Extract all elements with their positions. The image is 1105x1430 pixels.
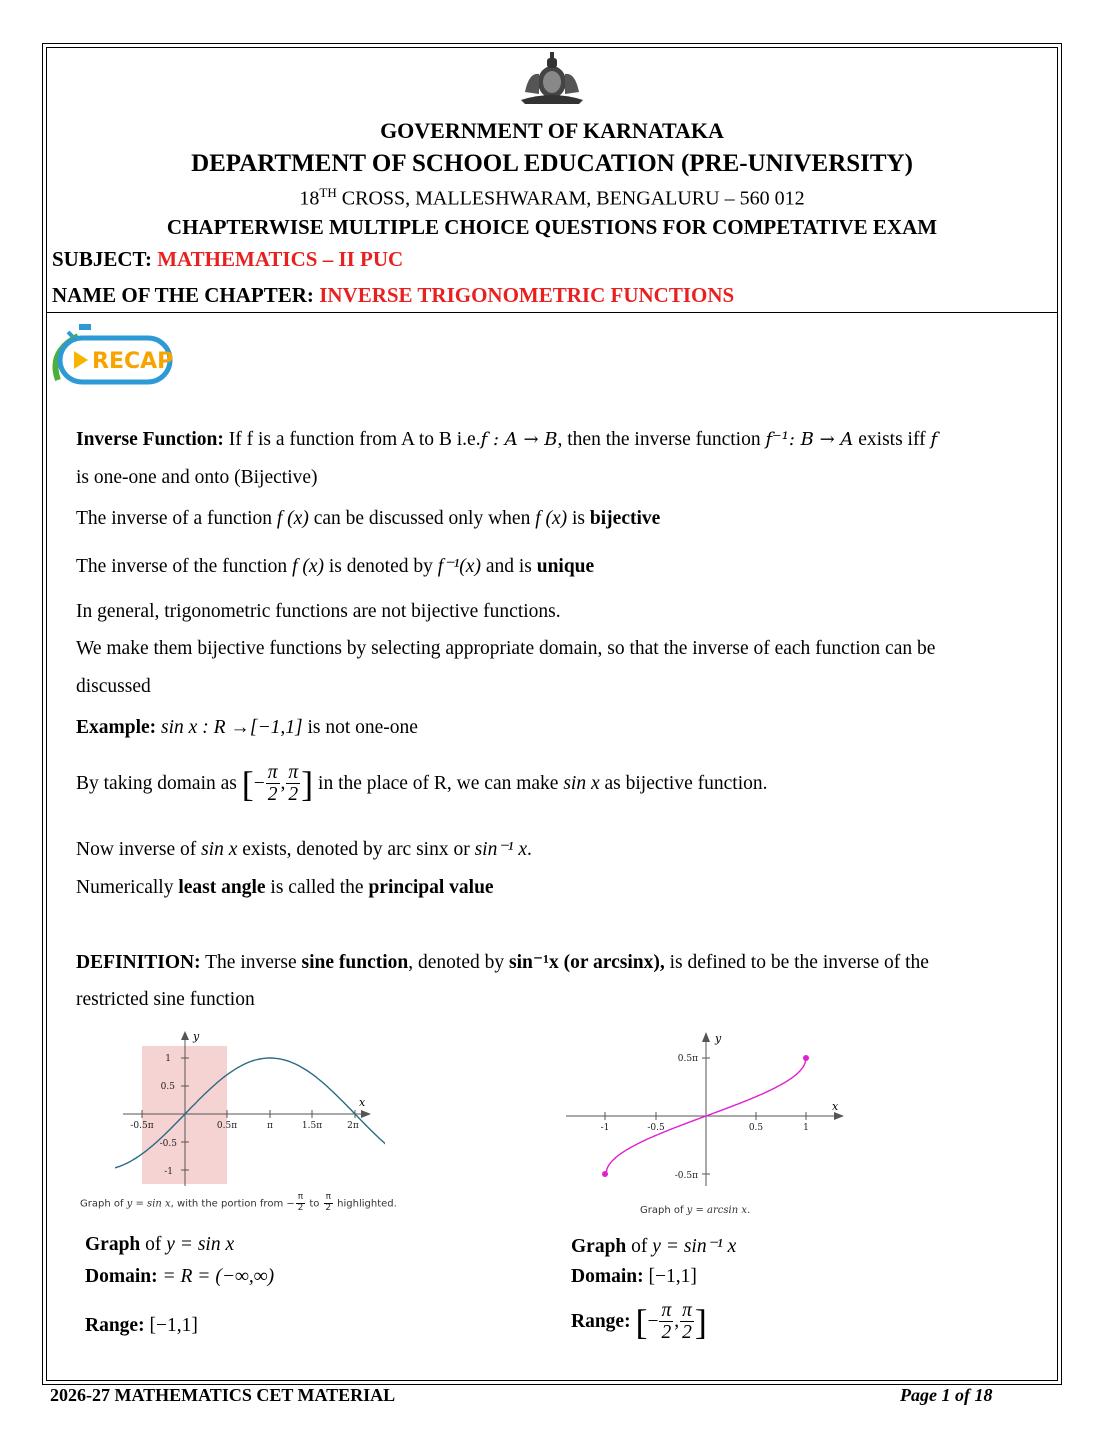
x-tick-2pi: 2π [347, 1121, 359, 1131]
header-divider [46, 312, 1058, 313]
definition-line: DEFINITION: The inverse sine function, denoted by sin⁻¹x (or arcsinx), is defined to be the inverse of the [76, 952, 929, 973]
arcsin-domain: Domain: [−1,1] [571, 1266, 697, 1287]
page-number: Page 1 of 18 [900, 1385, 993, 1405]
sine-range: Range: [−1,1] [85, 1315, 198, 1336]
y-tick-minus-0.5pi: -0.5π [674, 1171, 698, 1181]
arcsin-graph-caption: Graph of y = arcsin x. [640, 1205, 751, 1216]
y-tick-minus-1: -1 [164, 1167, 173, 1177]
arcsin-range: Range: [− $\frac{\pi}{2}$ , $\frac{\pi}{2}$ ] [571, 1300, 707, 1344]
arcsin-endpoint-left [602, 1171, 608, 1177]
general-line: In general, trigonometric functions are not bijective functions. [76, 601, 561, 622]
principal-value-line: Numerically least angle is called the principal value [76, 877, 494, 898]
x-tick-minus-1: -1 [600, 1123, 610, 1133]
x-axis-label: x [359, 1096, 366, 1109]
sine-graph-caption: Graph of y = sin x, with the portion from − $\frac{\pi}{2}$ to $\frac{\pi}{2}$ highlighted. [80, 1192, 397, 1213]
arcsin-line: Now inverse of sin x exists, denoted by arc sinx or sin⁻¹ x. [76, 839, 532, 860]
footer-left: 2026-27 MATHEMATICS CET MATERIAL [50, 1385, 396, 1405]
sine-domain: Domain: = R = (−∞,∞) [85, 1266, 275, 1287]
subject-line: SUBJECT: MATHEMATICS – II PUC [52, 247, 404, 271]
arcsin-endpoint-right [803, 1055, 809, 1061]
inverse-discussed-line: The inverse of a function f (x) can be discussed only when f (x) is bijective [76, 508, 661, 529]
bijective-line: is one-one and onto (Bijective) [76, 467, 318, 488]
x-tick-0.5pi: 0.5π [216, 1121, 238, 1131]
y-tick-0.5: 0.5 [160, 1082, 175, 1092]
arcsin-graph [560, 1028, 860, 1188]
x-tick-pi: π [267, 1121, 273, 1131]
bijective-domain-line: We make them bijective functions by selecting appropriate domain, so that the inverse of each function can be [76, 638, 936, 659]
x-tick-1: 1 [803, 1123, 809, 1133]
inverse-denoted-line: The inverse of the function f (x) is denoted by f⁻¹(x) and is unique [76, 556, 595, 577]
discussed-line: discussed [76, 676, 151, 697]
y-axis-label: y [715, 1032, 722, 1045]
arcsin-graph-title: Graph of y = sin⁻¹ x [571, 1236, 737, 1257]
document-title: CHAPTERWISE MULTIPLE CHOICE QUESTIONS FOR COMPETATIVE EXAM [166, 215, 938, 239]
y-tick-0.5pi: 0.5π [677, 1054, 698, 1064]
inverse-function-para: Inverse Function: If f is a function from A to B i.e.f : A → B, then the inverse function f⁻¹: B → A exists iff f [76, 429, 938, 450]
x-axis-label: x [832, 1100, 839, 1113]
x-tick-1.5pi: 1.5π [301, 1121, 323, 1131]
y-axis-label: y [193, 1030, 200, 1043]
address-line: 18TH CROSS, MALLESHWARAM, BENGALURU – 560 012 [299, 185, 805, 210]
domain-restriction-line: By taking domain as [− $\frac{\pi}{2}$ , $\frac{\pi}{2}$ ] in the place of R, we can make sin x as bijective function. [76, 762, 768, 806]
recap-badge-icon [52, 322, 174, 388]
y-tick-1: 1 [165, 1054, 171, 1064]
y-tick-minus-0.5: -0.5 [159, 1139, 177, 1149]
karnataka-emblem-icon [517, 52, 587, 104]
recap-label: RECAP [92, 349, 174, 374]
government-heading: GOVERNMENT OF KARNATAKA [380, 118, 724, 143]
x-tick-0.5: 0.5 [748, 1123, 764, 1133]
department-heading: DEPARTMENT OF SCHOOL EDUCATION (PRE-UNIVERSITY) [191, 150, 913, 177]
x-tick-minus-0.5: -0.5 [647, 1123, 665, 1133]
sine-graph-title: Graph of y = sin x [85, 1234, 235, 1255]
definition-line-2: restricted sine function [76, 989, 255, 1010]
example-line: Example: sin x : R →[−1,1] is not one-one [76, 717, 418, 738]
chapter-line: NAME OF THE CHAPTER: INVERSE TRIGONOMETRIC FUNCTIONS [52, 283, 735, 307]
sine-graph [115, 1028, 385, 1188]
x-tick-minus-0.5pi: -0.5π [130, 1121, 154, 1131]
